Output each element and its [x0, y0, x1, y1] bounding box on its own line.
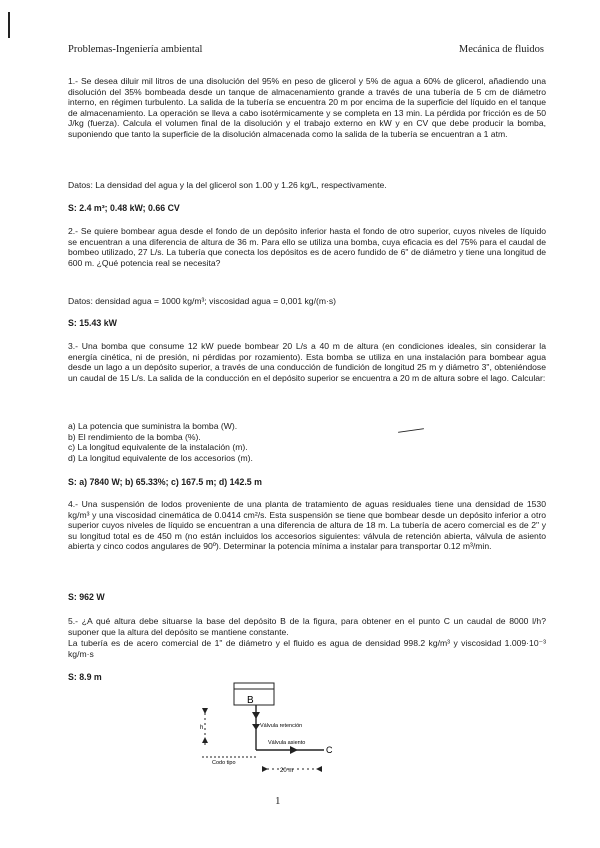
pen-stroke [398, 428, 424, 433]
problem-3-item-a: a) La potencia que suministra la bomba (W). [68, 421, 238, 431]
page-header [68, 44, 544, 58]
length-arrow-left [262, 766, 268, 772]
problem-4-text: 4.- Una suspensión de lodos proveniente de una planta de tratamiento de aguas residuales tiene una densidad de 1530 kg/m³ y una viscosidad cinemática de 0.0414 cm²/s. Esta suspensión se tiene que bombear desde un depósito inferior a otro superior cuyos niveles de líquido se encuentran a una diferencia de altura de 18 m. La tubería de acero comercial es de 2" y su longitud total es de 450 m (no están incluidos los accesorios siguientes: válvula de retención abierta, válvula de asiento abierta y cinco codos angulares de 90º). Determinar la potencia mínima a instalar para transportar 0.12 m³/min. [68, 499, 546, 552]
problem-5-solution: S: 8.9 m [68, 672, 102, 682]
problem-4-solution: S: 962 W [68, 592, 105, 602]
problem-3-text: 3.- Una bomba que consume 12 kW puede bombear 20 L/s a 40 m de altura (en condiciones ideales, sin considerar la energía cinética, ni de presión, ni pérdidas por rozamiento). Esta bomba se utiliza en una instalación para bombear agua desde un lago a un depósito superior, a través de una conducción de fundición de longitud 25 m y diámetro 3", obteniéndose un caudal de 15 L/s. La salida de la conducción en el depósito superior se encuentra a 20 m de altura sobre el lago. Calcular: [68, 341, 546, 383]
problem-1-solution: S: 2.4 m³; 0.48 kW; 0.66 CV [68, 203, 180, 213]
flow-arrow-right [290, 746, 298, 754]
page-number: 1 [275, 795, 281, 807]
header-course: Problemas-Ingeniería ambiental [68, 44, 203, 55]
height-label: h [200, 725, 204, 731]
problem-5-text: 5.- ¿A qué altura debe situarse la base del depósito B de la figura, para obtener en el punto C un caudal de 8000 l/h? suponer que la altura del depósito se mantiene constante. [68, 616, 546, 637]
tank-b [234, 683, 274, 705]
problem-3-item-c: c) La longitud equivalente de la instalación (m). [68, 442, 248, 453]
problem-2-solution: S: 15.43 kW [68, 318, 117, 328]
problem-3-solution: S: a) 7840 W; b) 65.33%; c) 167.5 m; d) 142.5 m [68, 477, 262, 487]
margin-mark [8, 12, 10, 38]
problem-3-item-d: d) La longitud equivalente de los accesorios (m). [68, 452, 253, 463]
height-arrow-bottom [202, 737, 208, 743]
problem-3-items [68, 421, 368, 463]
problem-3-item-b: b) El rendimiento de la bomba (%). [68, 431, 201, 442]
problem-1-text: 1.- Se desea diluir mil litros de una disolución del 95% en peso de glicerol y 5% de agua a 60% de glicerol, añadiendo una disolución del 35% bombeada desde un tanque de almacenamiento grande a través de una tubería de 5 cm de diámetro interno, en régimen turbulento. La salida de la tubería se encuentra 20 m por encima de la superficie del líquido en el tanque de almacenamiento. La operación se lleva a cabo isotérmicamente y se completa en 13 min. La pérdida por fricción es de 50 J/kg (fuerza). Calcula el volumen final de la disolución y el trabajo externo en kW y en CV que debe producir la bomba, suponiendo que tanto la superficie de la disolución almacenada como la salida de la tubería se encuentran a 1 atm. [68, 76, 546, 139]
valve-retention-label: Válvula retención [260, 723, 303, 729]
flow-arrow-down [252, 712, 260, 719]
length-arrow-right [316, 766, 322, 772]
tank-label: B [247, 695, 254, 706]
height-arrow-top [202, 708, 208, 714]
problem-5-data: La tubería es de acero comercial de 1" de diámetro y el fluido es agua de densidad 998.2 kg/m³ y viscosidad 1.009·10⁻³ kg/m·s [68, 638, 546, 659]
problem-2-data: Datos: densidad agua = 1000 kg/m³; viscosidad agua = 0,001 kg/(m·s) [68, 296, 336, 306]
problem-1-data: Datos: La densidad del agua y la del glicerol son 1.00 y 1.26 kg/L, respectivamente. [68, 180, 387, 190]
length-label: 20 m [280, 768, 294, 774]
header-topic: Mecánica de fluidos [458, 44, 544, 55]
problem-2-text: 2.- Se quiere bombear agua desde el fondo de un depósito inferior hasta el fondo de otro superior, cuyos niveles de líquido se encuentran a una diferencia de altura de 36 m. Para ello se utiliza una bomba, cuya eficacia es del 75% para el caudal de bombeo utilizado, 27 L/s. La tubería que conecta los depósitos es de acero fundido de 6" de diámetro y tiene una longitud de 600 m. ¿Qué potencia real se necesita? [68, 226, 546, 268]
valve-retention [252, 724, 260, 730]
bend-label: Codo tipo [212, 760, 236, 766]
outlet-label: C [326, 745, 333, 755]
valve-seat-label: Válvula asiento [268, 740, 306, 746]
